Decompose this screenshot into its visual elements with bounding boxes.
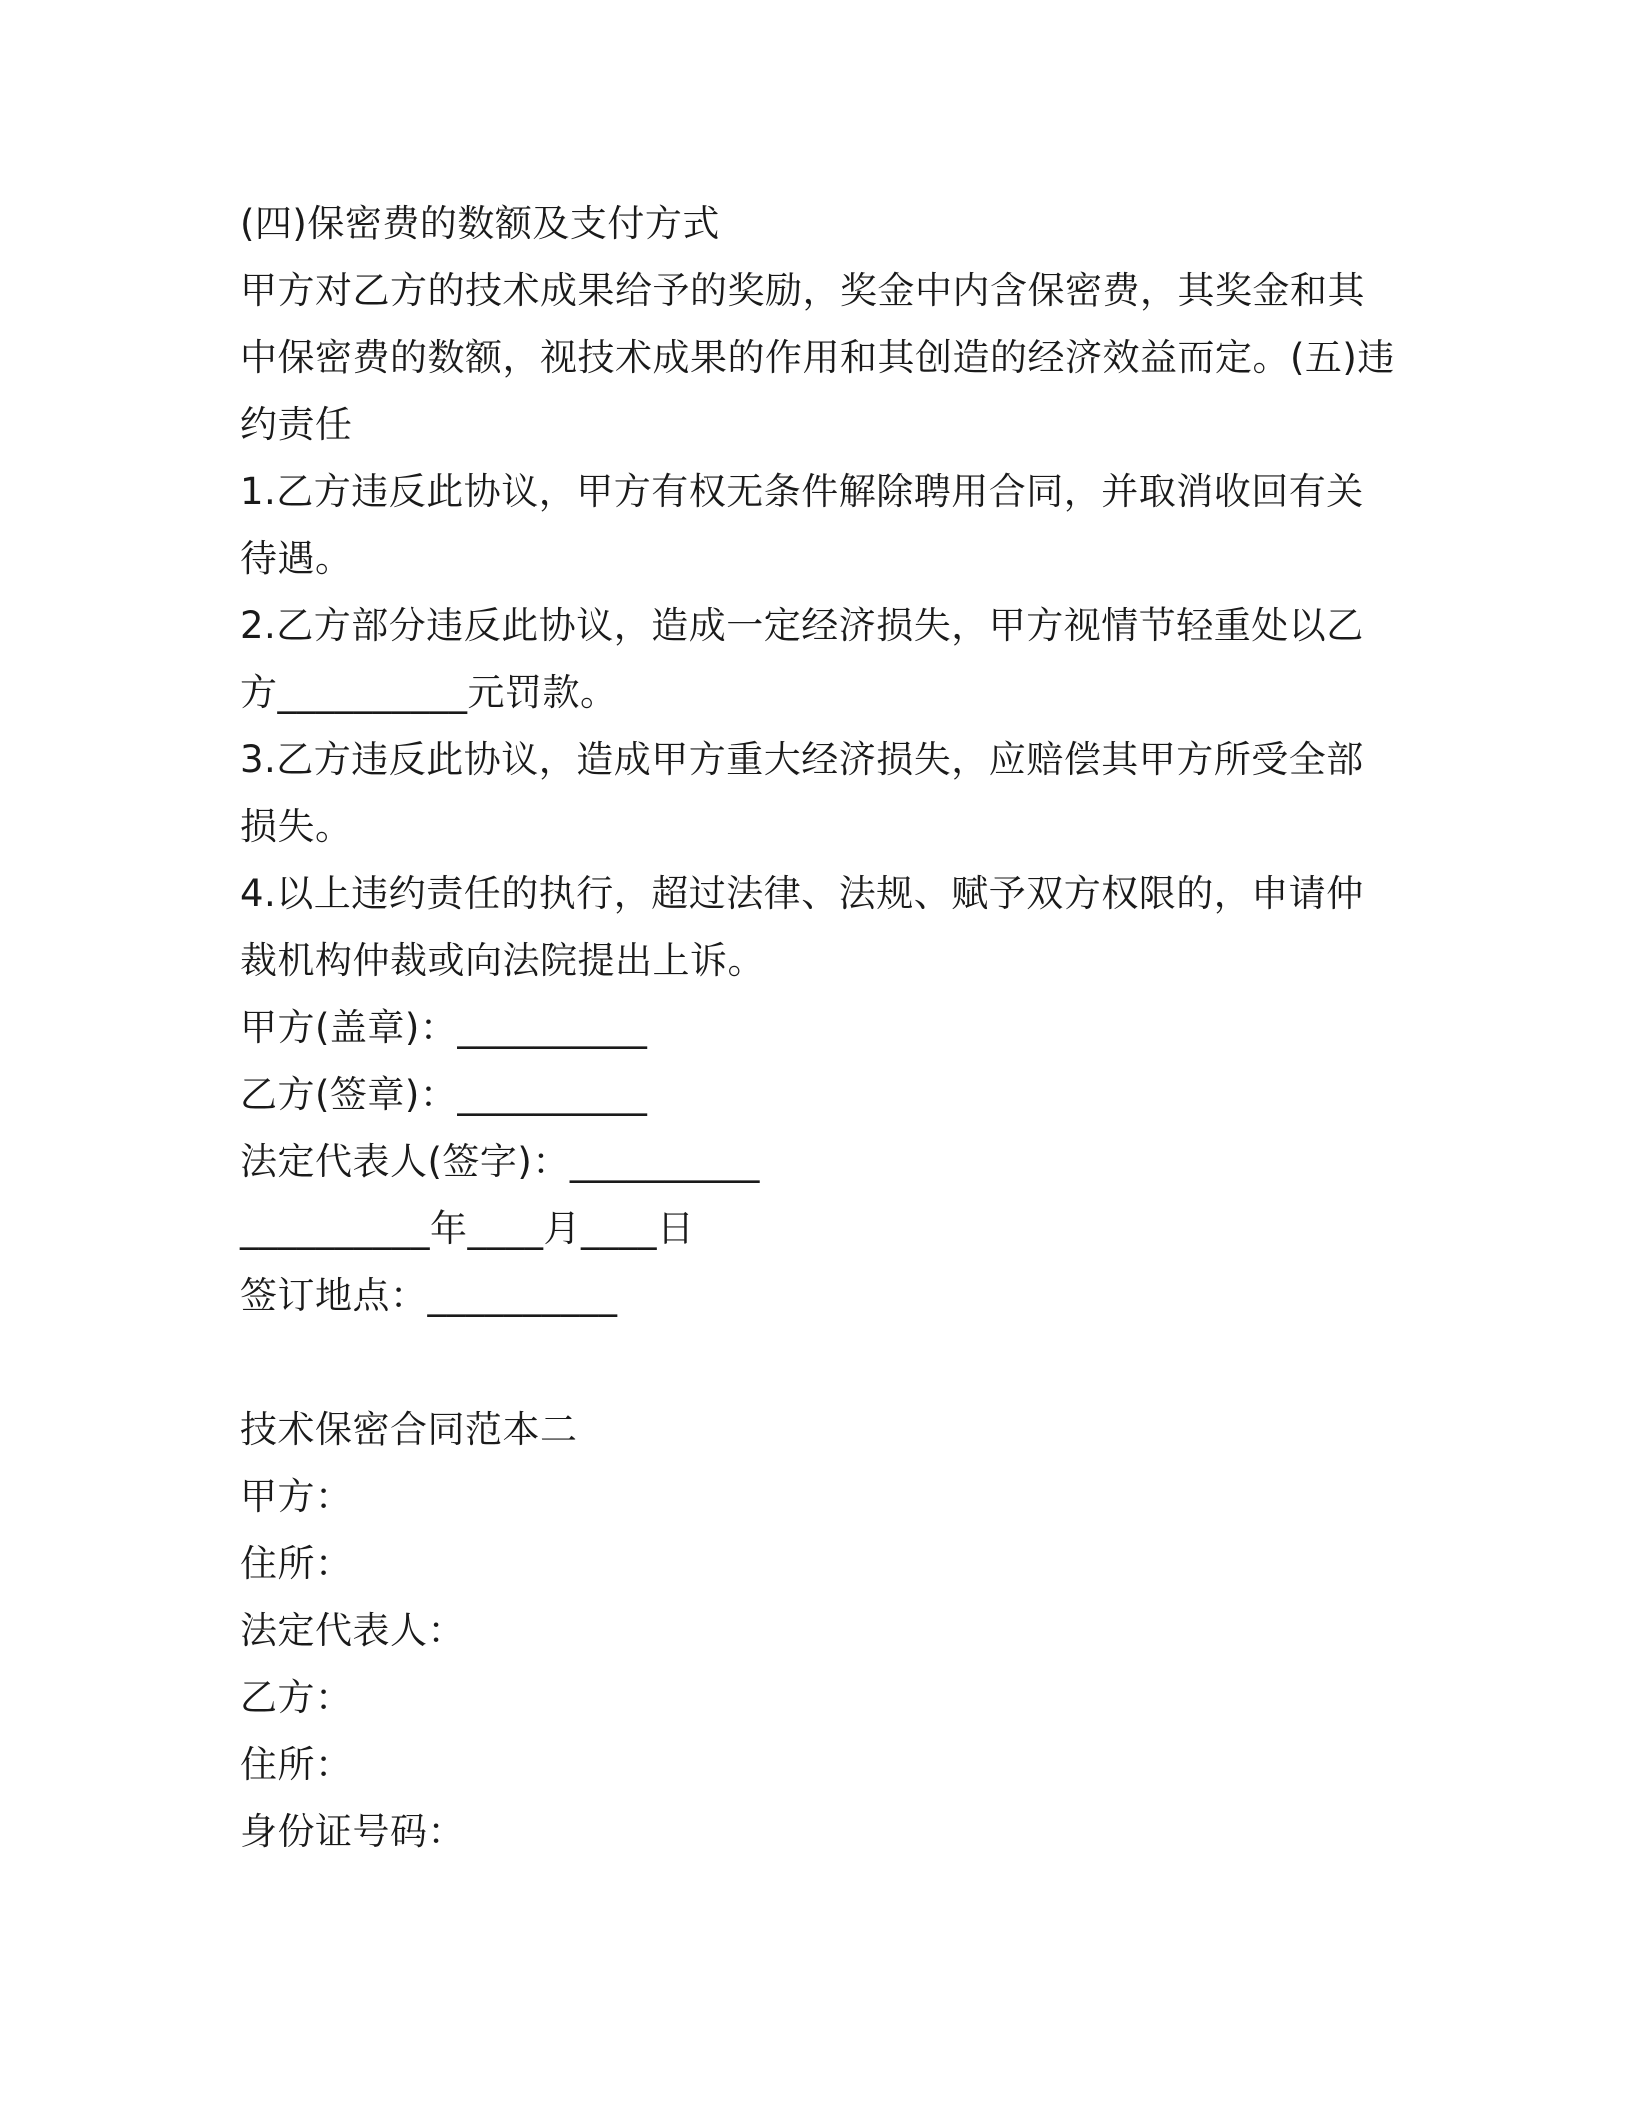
clause-2-line-2: 方__________元罚款。 bbox=[240, 671, 618, 714]
party-b-seal-line: 乙方(签章)：__________ bbox=[240, 1073, 648, 1116]
clause-2-line-1: 2.乙方部分违反此协议，造成一定经济损失，甲方视情节轻重处以乙 bbox=[240, 604, 1364, 647]
party-a-field: 甲方： bbox=[240, 1475, 353, 1518]
party-b-field: 乙方： bbox=[240, 1676, 353, 1719]
address-a-field: 住所： bbox=[240, 1542, 353, 1585]
id-number-field: 身份证号码： bbox=[240, 1810, 465, 1853]
address-b-field: 住所： bbox=[240, 1743, 353, 1786]
date-line: __________年____月____日 bbox=[240, 1207, 695, 1250]
section-spacer bbox=[240, 1329, 1400, 1396]
party-a-seal-line: 甲方(盖章)：__________ bbox=[240, 1006, 648, 1049]
signing-place-line: 签订地点：__________ bbox=[240, 1274, 618, 1317]
fee-paragraph-line-1: 甲方对乙方的技术成果给予的奖励，奖金中内含保密费，其奖金和其 bbox=[240, 269, 1365, 312]
legal-rep-sign-line: 法定代表人(签字)：__________ bbox=[240, 1140, 760, 1183]
clause-3-line-1: 3.乙方违反此协议，造成甲方重大经济损失，应赔偿其甲方所受全部 bbox=[240, 738, 1364, 781]
section-two-title: 技术保密合同范本二 bbox=[240, 1408, 578, 1451]
document-content bbox=[240, 190, 1400, 1865]
fee-heading: (四)保密费的数额及支付方式 bbox=[240, 202, 720, 245]
legal-rep-field: 法定代表人： bbox=[240, 1609, 465, 1652]
clause-3-line-2: 损失。 bbox=[240, 805, 353, 848]
clause-1-line-1: 1.乙方违反此协议，甲方有权无条件解除聘用合同，并取消收回有关 bbox=[240, 470, 1364, 513]
fee-paragraph-line-3: 约责任 bbox=[240, 403, 353, 446]
clause-1-line-2: 待遇。 bbox=[240, 537, 353, 580]
clause-4-line-1: 4.以上违约责任的执行，超过法律、法规、赋予双方权限的，申请仲 bbox=[240, 872, 1364, 915]
fee-paragraph-line-2: 中保密费的数额，视技术成果的作用和其创造的经济效益而定。(五)违 bbox=[240, 336, 1395, 379]
clause-4-line-2: 裁机构仲裁或向法院提出上诉。 bbox=[240, 939, 765, 982]
